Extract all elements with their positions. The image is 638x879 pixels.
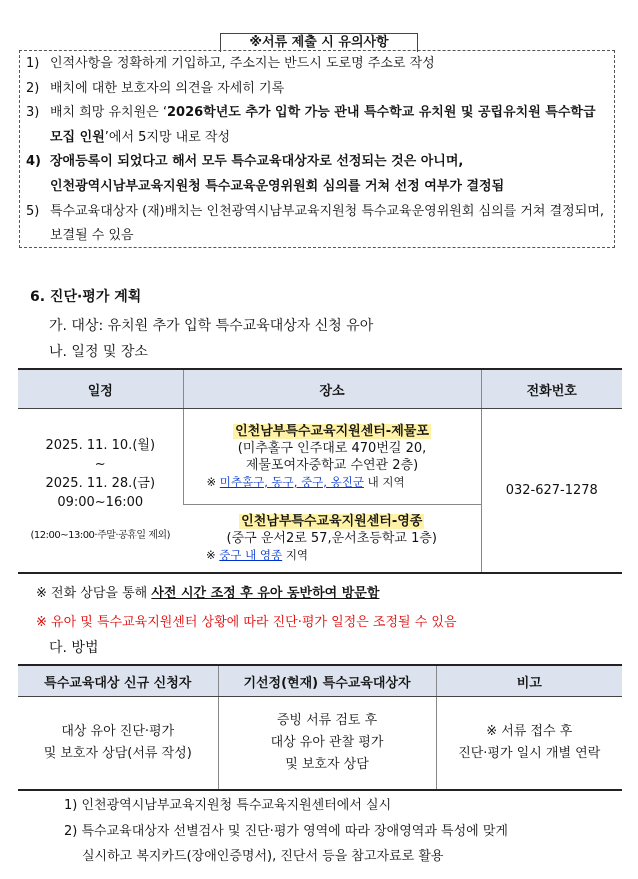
excluded-times: (12:00~13:00·주말·공휴일 제외) — [30, 530, 170, 541]
notice-num: 3) — [26, 105, 40, 121]
cell-line: ※ 서류 접수 후 — [486, 724, 573, 739]
location-address: 제물포여자중학교 수연관 2층) — [245, 457, 419, 473]
schedule-header-row — [18, 369, 622, 409]
cell-line: 증빙 서류 검토 후 — [276, 713, 378, 728]
location-name: 인천남부특수교육지원센터-영종 — [241, 514, 423, 529]
section-title: 6. 진단·평가 계획 — [30, 289, 142, 305]
date-end: 2025. 11. 28.(금) — [45, 476, 156, 491]
notice-text: 장애등록이 되었다고 해서 모두 특수교육대상자로 선정되는 것은 아니며, — [50, 154, 464, 170]
note-text: ※ 전화 상담을 통해 — [36, 586, 152, 601]
footer-item-2-line1: 2) 특수교육대상자 선별검사 및 진단·평가 영역에 따라 장애영역과 특성에 맞게 — [64, 824, 508, 839]
note-mark: ※ — [206, 548, 216, 562]
header-new-applicant: 특수교육대상 신규 신청자 — [18, 665, 218, 697]
note-suffix: 내 지역 — [367, 474, 405, 489]
time-range: 09:00~16:00 — [57, 495, 144, 510]
header-existing: 기선정(현재) 특수교육대상자 — [218, 665, 436, 697]
sub-schedule: 나. 일정 및 장소 — [49, 344, 148, 360]
note-bold-text: 사전 시간 조정 후 유아 동반하여 방문함 — [151, 586, 380, 601]
cell-line: 및 보호자 상담(서류 작성) — [43, 746, 192, 761]
method-header-row — [18, 665, 622, 697]
phone-cell: 032-627-1278 — [481, 409, 622, 574]
notice-text: 인천광역시남부교육지원청 특수교육운영위원회 심의를 거쳐 선정 여부가 결정됨 — [50, 178, 505, 194]
footer-item-2-line2: 실시하고 복지카드(장애인증명서), 진단서 등을 참고자료로 활용 — [82, 849, 444, 864]
location-address: (중구 운서2로 57,운서초등학교 1층) — [226, 531, 437, 546]
location-cell-jemulpo — [183, 409, 481, 505]
notice-num: 2) — [26, 80, 40, 96]
notice-num: 4) — [26, 154, 41, 170]
header-place: 장소 — [183, 369, 481, 409]
note-mark: ※ — [206, 474, 217, 489]
location-note — [189, 474, 476, 491]
schedule-table — [18, 368, 622, 574]
method-remarks-cell — [436, 697, 622, 791]
phone-consult-note — [36, 582, 379, 601]
cell-line: 및 보호자 상담 — [285, 757, 369, 772]
date-cell — [18, 409, 183, 574]
notice-box — [19, 50, 615, 248]
cell-line: 진단·평가 일시 개별 연락 — [458, 746, 601, 761]
date-tilde: ~ — [94, 457, 106, 472]
note-suffix: 지역 — [285, 548, 309, 562]
cell-line: 대상 유아 진단·평가 — [61, 724, 175, 739]
notice-item-3 — [26, 101, 608, 150]
location-cell-yeongjong — [183, 505, 481, 574]
schedule-change-note: ※ 유아 및 특수교육지원센터 상황에 따라 진단·평가 일정은 조정될 수 있음 — [36, 615, 457, 630]
method-table — [18, 664, 622, 791]
header-phone: 전화번호 — [481, 369, 622, 409]
notice-item-1 — [26, 52, 608, 77]
notice-item-2 — [26, 77, 608, 102]
notice-num: 5) — [26, 203, 40, 219]
notice-num: 1) — [26, 56, 40, 71]
schedule-row — [18, 409, 622, 505]
service-area: 미추홀구, 동구, 중구, 옹진군 — [219, 474, 364, 489]
location-note — [188, 547, 476, 564]
header-date: 일정 — [18, 369, 183, 409]
method-existing-cell — [218, 697, 436, 791]
notice-title: ※서류 제출 시 유의사항 — [220, 33, 418, 52]
method-row — [18, 697, 622, 791]
method-new-cell — [18, 697, 218, 791]
location-name: 인천남부특수교육지원센터-제물포 — [235, 423, 429, 439]
location-address: (미추홀구 인주대로 470번길 20, — [237, 440, 427, 456]
footer-item-1: 1) 인천광역시남부교육지원청 특수교육지원센터에서 실시 — [64, 798, 392, 813]
notice-item-4 — [26, 150, 608, 199]
notice-text: 인적사항을 정확하게 기입하고, 주소지는 반드시 도로명 주소로 작성 — [50, 56, 435, 71]
sub-target: 가. 대상: 유치원 추가 입학 특수교육대상자 신청 유아 — [49, 318, 374, 334]
notice-bold-text: 2026학년도 추가 입학 가능 관내 특수학교 유치원 및 공립유치원 특수학급 모집 인원 — [50, 105, 596, 145]
cell-line: 대상 유아 관찰 평가 — [270, 735, 384, 750]
notice-text: ’에서 5지망 내로 작성 — [104, 129, 231, 145]
date-start: 2025. 11. 10.(월) — [45, 438, 156, 453]
notice-item-5 — [26, 200, 608, 249]
header-remarks: 비고 — [436, 665, 622, 697]
notice-text: 배치에 대한 보호자의 의견을 자세히 기록 — [50, 80, 285, 96]
notice-text: 배치 희망 유치원은 ‘ — [50, 105, 167, 121]
sub-method: 다. 방법 — [49, 640, 99, 656]
notice-text: 특수교육대상자 (재)배치는 인천광역시남부교육지원청 특수교육운영위원회 심의를 거쳐 결정되며, 보결될 수 있음 — [50, 203, 604, 244]
service-area: 중구 내 영종 — [219, 548, 283, 562]
